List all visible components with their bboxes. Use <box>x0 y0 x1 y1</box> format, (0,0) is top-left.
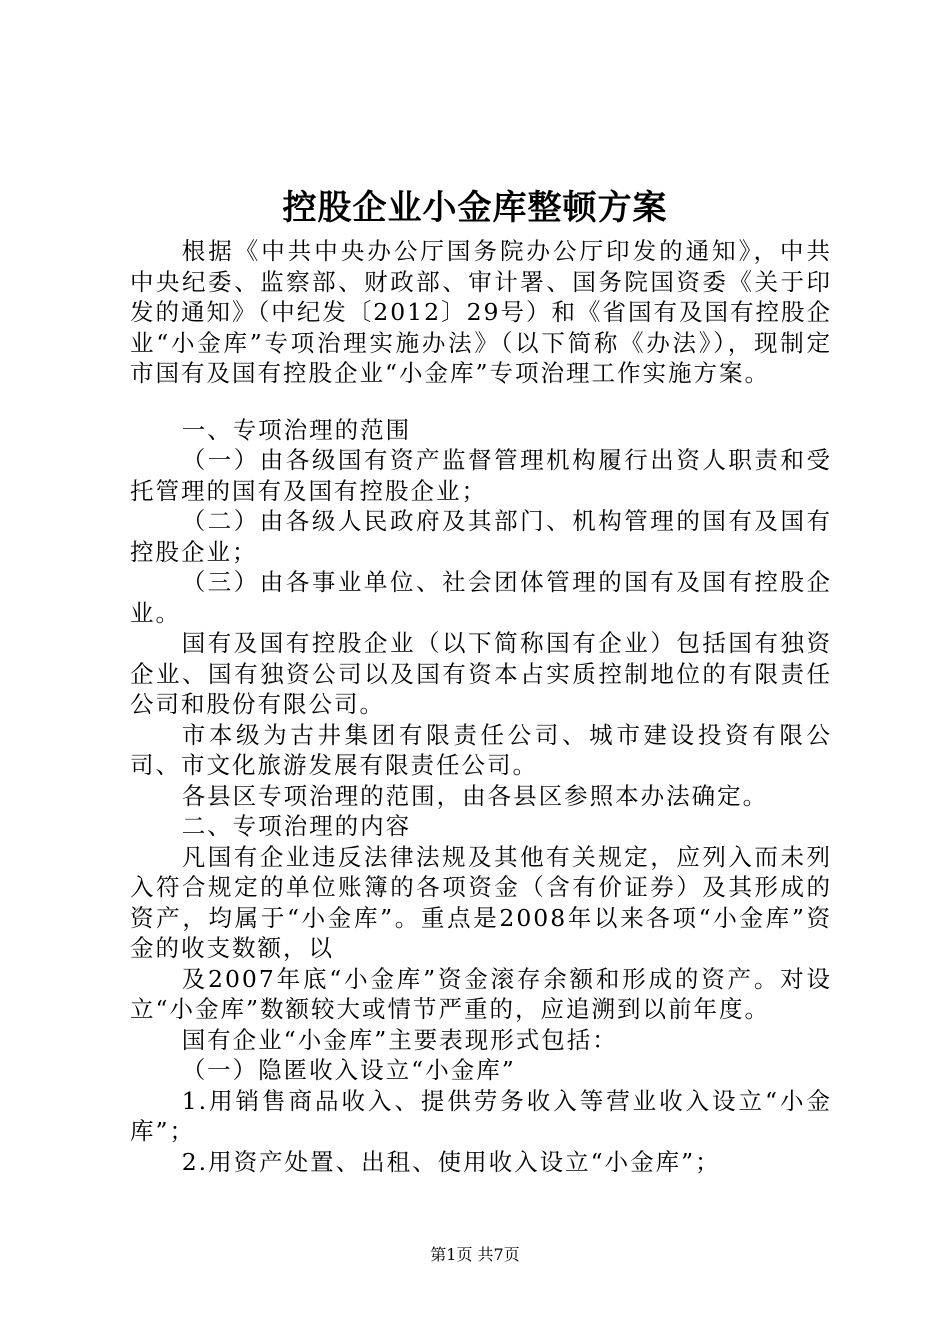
paragraph-city-level: 市本级为古井集团有限责任公司、城市建设投资有限公司、市文化旅游发展有限责任公司。 <box>130 720 832 779</box>
paragraph-content-definition: 凡国有企业违反法律法规及其他有关规定，应列入而未列入符合规定的单位账簿的各项资金（含有价证券）及其形成的资产，均属于“小金库”。重点是2008年以来各项“小金库”资金的收支数额，以 <box>130 842 832 962</box>
subheading-hidden-income: （一）隐匿收入设立“小金库” <box>181 1056 516 1084</box>
paragraph-county-scope: 各县区专项治理的范围，由各县区参照本办法确定。 <box>181 781 769 810</box>
list-item-1: 1.用销售商品收入、提供劳务收入等营业收入设立“小金库”； <box>130 1086 832 1145</box>
paragraph-content-continued: 及2007年底“小金库”资金滚存余额和形成的资产。对设立“小金库”数额较大或情节严重的，应追溯到以前年度。 <box>130 964 832 1023</box>
section-heading-content: 二、专项治理的内容 <box>181 812 412 840</box>
section-heading-scope: 一、专项治理的范围 <box>181 415 412 444</box>
page-footer: 第1页 共7页 <box>430 1245 520 1264</box>
list-item-2: 2.用资产处置、出租、使用收入设立“小金库”； <box>181 1147 721 1176</box>
paragraph-scope-1: （一）由各级国有资产监督管理机构履行出资人职责和受托管理的国有及国有控股企业； <box>130 446 832 505</box>
document-body <box>130 236 832 1177</box>
paragraph-scope-2: （二）由各级人民政府及其部门、机构管理的国有及国有控股企业； <box>130 507 832 566</box>
paragraph-definition: 国有及国有控股企业（以下简称国有企业）包括国有独资企业、国有独资公司以及国有资本占实质控制地位的有限责任公司和股份有限公司。 <box>130 629 832 718</box>
paragraph-intro: 根据《中共中央办公厅国务院办公厅印发的通知》，中共中央纪委、监察部、财政部、审计署、国务院国资委《关于印发的通知》（中纪发〔2012〕29号）和《省国有及国有控股企业“小金库”专项治理实施办法》（以下简称《办法》），现制定市国有及国有控股企业“小金库”专项治理工作实施方案。 <box>130 237 832 387</box>
paragraph-scope-3: （三）由各事业单位、社会团体管理的国有及国有控股企业。 <box>130 568 832 627</box>
paragraph-forms-intro: 国有企业“小金库”主要表现形式包括： <box>181 1025 618 1054</box>
document-title: 控股企业小金库整顿方案 <box>282 188 668 228</box>
